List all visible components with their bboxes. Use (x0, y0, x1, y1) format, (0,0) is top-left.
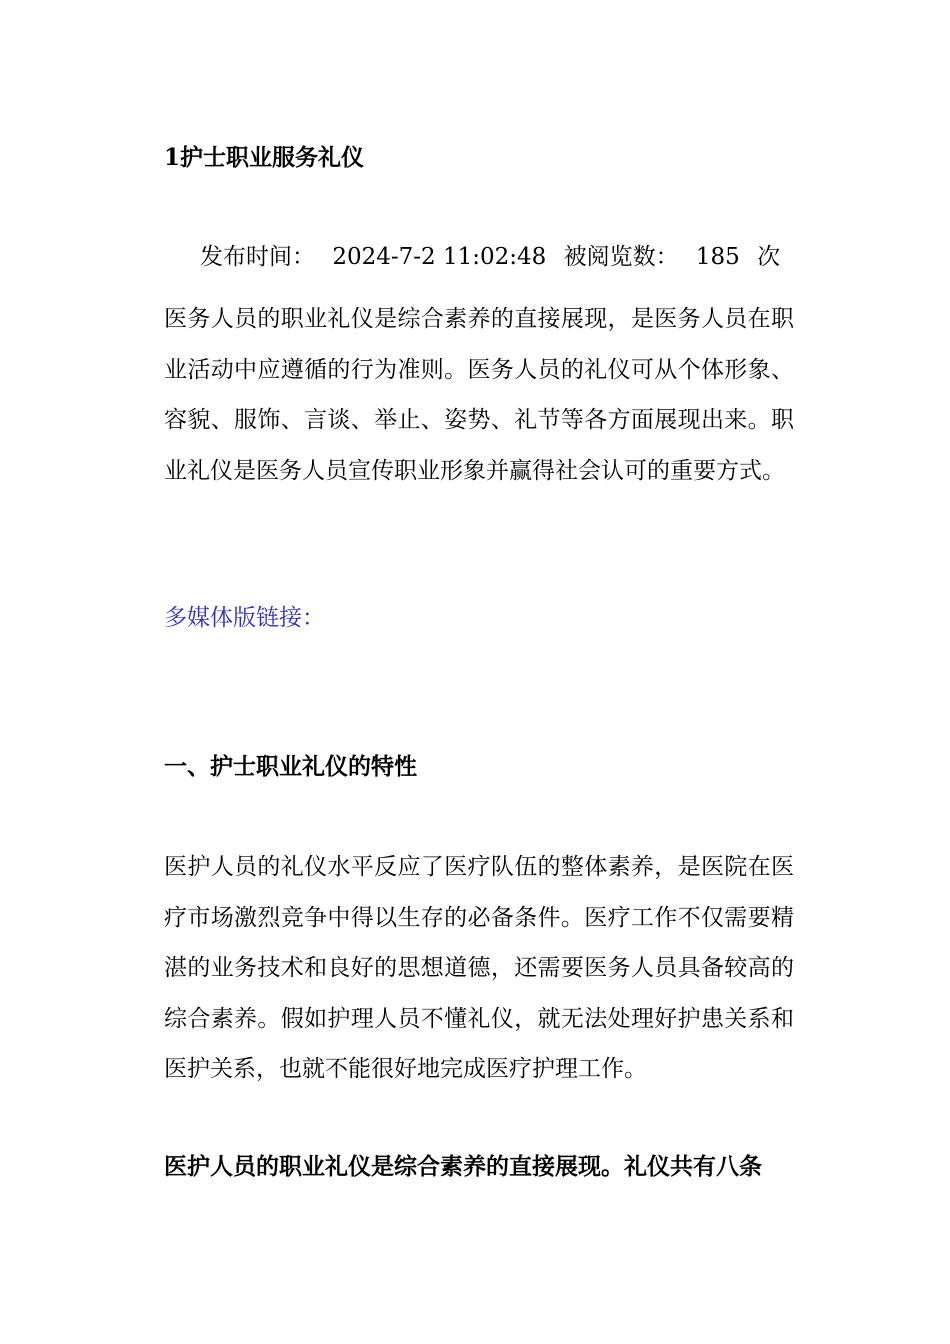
document-meta (200, 239, 780, 275)
section-heading: 一、护士职业礼仪的特性 (164, 753, 417, 780)
views-unit: 次 (757, 244, 781, 270)
views-count: 185 (695, 244, 740, 270)
publish-time-label: 发布时间： (200, 244, 315, 270)
document-title: 1护士职业服务礼仪 (164, 144, 365, 171)
bold-paragraph: 医护人员的职业礼仪是综合素养的直接展现。礼仪共有八条 (164, 1153, 762, 1180)
multimedia-link[interactable]: 多媒体版链接： (164, 605, 325, 631)
body-paragraph: 医护人员的礼仪水平反应了医疗队伍的整体素养，是医院在医疗市场激烈竞争中得以生存的必备条件。医疗工作不仅需要精湛的业务技术和良好的思想道德，还需要医务人员具备较高的综合素养。假如护理人员不懂礼仪，就无法处理好护患关系和医护关系，也就不能很好地完成医疗护理工作。 (164, 854, 794, 1082)
views-label: 被阅览数： (563, 244, 679, 270)
publish-time-value: 2024-7-2 11:02:48 (332, 244, 547, 270)
intro-paragraph: 医务人员的职业礼仪是综合素养的直接展现，是医务人员在职业活动中应遵循的行为准则。医务人员的礼仪可从个体形象、容貌、服饰、言谈、举止、姿势、礼节等各方面展现出来。职业礼仪是医务人员宣传职业形象并赢得社会认可的重要方式。 (164, 306, 794, 484)
